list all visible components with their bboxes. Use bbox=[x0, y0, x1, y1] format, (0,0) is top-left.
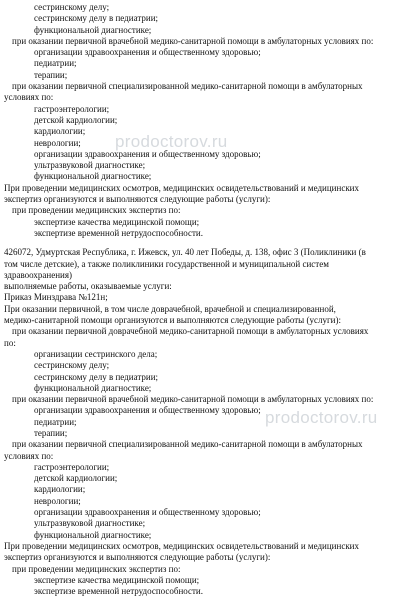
document-line: организации сестринского дела; bbox=[34, 348, 158, 359]
watermark-text: prodoctorov.ru bbox=[265, 408, 378, 427]
document-line: при оказании первичной специализированной медико-санитарной помощи в амбулаторных bbox=[12, 81, 363, 92]
document-line: выполняемые работы, оказываемые услуги: bbox=[4, 281, 172, 292]
document-line: организации здравоохранения и общественному здоровью; bbox=[34, 47, 261, 58]
document-line: гастроэнтерологии; bbox=[34, 461, 110, 472]
document-line: при проведении медицинских экспертиз по: bbox=[12, 205, 181, 216]
document-line: ультразвуковой диагностике; bbox=[34, 160, 146, 171]
document-line: при оказании первичной доврачебной медико-санитарной помощи в амбулаторных условиях bbox=[12, 326, 369, 337]
document-line: условиях по: bbox=[4, 450, 54, 461]
document-line: При проведении медицинских осмотров, медицинских освидетельствований и медицинских bbox=[4, 182, 360, 193]
document-line: при оказании первичной врачебной медико-санитарной помощи в амбулаторных условиях по: bbox=[12, 35, 374, 46]
document-line: При оказании первичной, в том числе доврачебной, врачебной и специализированной, bbox=[4, 303, 336, 314]
license-section-services-list bbox=[4, 2, 410, 239]
document-line: кардиологии; bbox=[34, 126, 86, 137]
document-line: организации здравоохранения и общественному здоровью; bbox=[34, 507, 261, 518]
document-line: терапии; bbox=[34, 427, 68, 438]
document-line: при проведении медицинских экспертиз по: bbox=[12, 563, 181, 574]
document-line: неврологии; bbox=[34, 137, 81, 148]
document-line: функциональной диагностике; bbox=[34, 382, 152, 393]
document-line: функциональной диагностике; bbox=[34, 171, 152, 182]
document-line: детской кардиологии; bbox=[34, 473, 118, 484]
document-line: педиатрии; bbox=[34, 416, 77, 427]
license-section-address-block bbox=[4, 247, 410, 597]
document-line: сестринскому делу; bbox=[34, 2, 110, 12]
document-line: сестринскому делу; bbox=[34, 360, 110, 371]
document-line: гастроэнтерологии; bbox=[34, 103, 110, 114]
document-line: экспертизе временной нетрудоспособности. bbox=[34, 227, 203, 238]
watermark-text: prodoctorov.ru bbox=[115, 132, 228, 151]
document-line: при оказании первичной специализированной медико-санитарной помощи в амбулаторных bbox=[12, 439, 363, 450]
document-line: терапии; bbox=[34, 69, 68, 80]
document-line: детской кардиологии; bbox=[34, 114, 118, 125]
document-line: экспертиз организуются и выполняются следующие работы (услуги): bbox=[4, 194, 271, 205]
document-line: функциональной диагностике; bbox=[34, 529, 152, 540]
document-line: Приказ Минздрава №121н; bbox=[4, 292, 108, 303]
document-line: экспертиз организуются и выполняются следующие работы (услуги): bbox=[4, 552, 271, 563]
document-line: кардиологии; bbox=[34, 484, 86, 495]
document-line: по: bbox=[4, 337, 16, 348]
document-line: здравоохранения) bbox=[4, 269, 73, 280]
document-line: неврологии; bbox=[34, 495, 81, 506]
document-line: сестринскому делу в педиатрии; bbox=[34, 13, 159, 24]
section-gap bbox=[4, 239, 410, 247]
document-line: условиях по: bbox=[4, 92, 54, 103]
document-line: функциональной диагностике; bbox=[34, 24, 152, 35]
document-line: экспертизе качества медицинской помощи; bbox=[34, 574, 200, 585]
document-line: организации здравоохранения и общественному здоровью; bbox=[34, 405, 261, 416]
document-line: педиатрии; bbox=[34, 58, 77, 69]
document-line: том числе детские), а также поликлиники государственной и муниципальной систем bbox=[4, 258, 329, 269]
document-line: экспертизе временной нетрудоспособности. bbox=[34, 586, 203, 597]
document-line: экспертизе качества медицинской помощи; bbox=[34, 216, 200, 227]
document-line: организации здравоохранения и общественному здоровью; bbox=[34, 148, 261, 159]
document-line: 426072, Удмуртская Республика, г. Ижевск, ул. 40 лет Победы, д. 138, офис 3 (Поликлиники (в bbox=[4, 247, 366, 258]
document-line: медико-санитарной помощи организуются и выполняются следующие работы (услуги): bbox=[4, 315, 341, 326]
document-line: ультразвуковой диагностике; bbox=[34, 518, 146, 529]
document-line: При проведении медицинских осмотров, медицинских освидетельствований и медицинских bbox=[4, 540, 360, 551]
document-line: при оказании первичной врачебной медико-санитарной помощи в амбулаторных условиях по: bbox=[12, 394, 374, 405]
document-line: сестринскому делу в педиатрии; bbox=[34, 371, 159, 382]
